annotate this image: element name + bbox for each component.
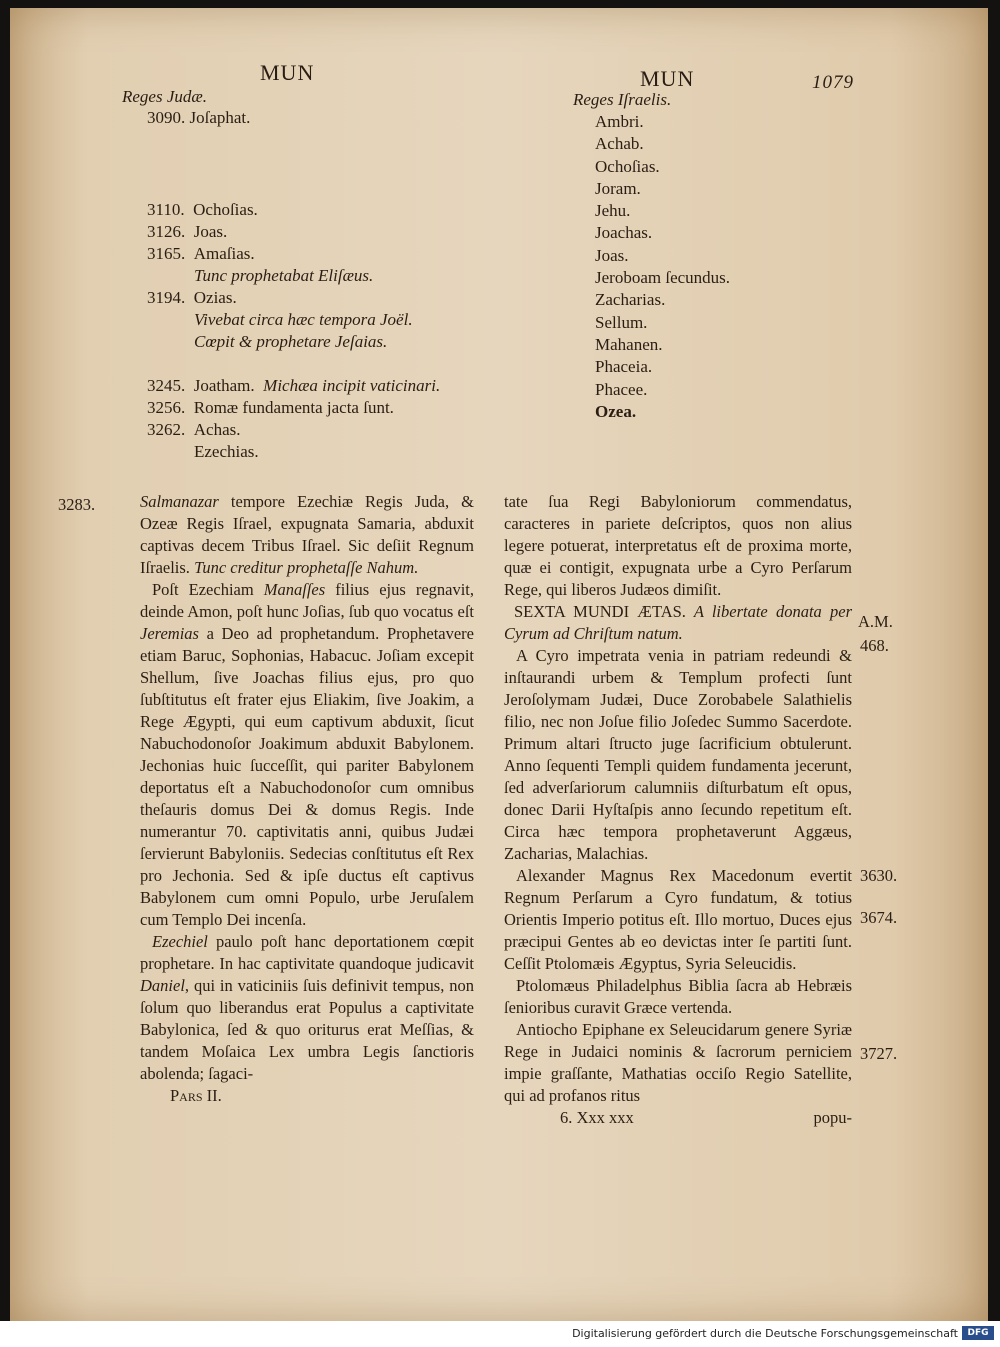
list-item: Achab. <box>595 134 644 154</box>
list-item: 3262. Achas. <box>147 420 241 439</box>
list-item: Zacharias. <box>595 290 666 310</box>
section-heading: SEXTA MUNDI ÆTAS. A libertate donata per Cyrum ad Chriſtum natum. <box>504 602 852 643</box>
paragraph: tate ſua Regi Babyloniorum commendatus, caracteres in pariete deſcriptos, quos non alius legere potuerat, interpretatus eſt de proxima morte, quæ ei contigit, expugnata urbe a Cyro Perſarum Rege, qui liberos Judæos dimiſit. <box>504 492 852 599</box>
margin-year-3630: 3630. <box>860 866 898 885</box>
margin-am-year: 468. <box>860 636 889 655</box>
list-item: Jehu. <box>595 201 631 221</box>
list-item: 3165. Amaſias. <box>147 244 255 263</box>
list-item: Ezechias. <box>194 442 259 461</box>
list-note: Tunc prophetabat Eliſæus. <box>194 266 374 285</box>
margin-year-3727: 3727. <box>860 1044 898 1063</box>
list-item: Joas. <box>595 245 629 265</box>
catchword: popu- <box>813 1108 852 1127</box>
list-item: Mahanen. <box>595 334 663 354</box>
list-item: 3194. Ozias. <box>147 288 237 307</box>
list-item: Phaceia. <box>595 357 653 377</box>
margin-year-3674: 3674. <box>860 908 898 927</box>
list-item: Ozea. <box>595 401 637 421</box>
paragraph: Salmanazar tempore Ezechiæ Regis Juda, & Ozeæ Regis Iſrael, expugnata Samaria, abduxit captivas decem Tribus Iſrael. Sic deſiit Regnum Iſraelis. Tunc creditur prophetaſſe Nahum. <box>140 492 474 577</box>
right-text-column <box>504 491 852 1129</box>
list-item: Joachas. <box>595 223 653 243</box>
margin-am: A.M. <box>858 612 893 631</box>
left-text-column <box>140 491 474 1107</box>
margin-year-3283: 3283. <box>58 495 96 514</box>
book-page <box>10 8 988 1321</box>
list-note: Vivebat circa hæc tempora Joël. <box>194 310 413 329</box>
paragraph: Alexander Magnus Rex Macedonum evertit Regnum Perſarum a Cyro fundatum, & totius Orientis Imperio potitus eſt. Illo mortuo, Duces ejus præcipui Gentes ab eo devictas inter ſe partiti ſunt. Ceſſit Ptolomæis Ægyptus, Syria Seleucidis. <box>504 866 852 973</box>
paragraph: Antiocho Epiphane ex Seleucidarum genere Syriæ Rege in Judaici nominis & ſacrorum perniciem impie graſſante, Mathatias occiſo Regio Satellite, qui ad profanos ritus <box>504 1020 852 1105</box>
list-item: 3110. Ochoſias. <box>147 200 258 219</box>
list-item: 3245. Joatham. Michæa incipit vaticinari. <box>147 376 441 395</box>
signature-mark: 6. Xxx xxx <box>560 1108 634 1127</box>
list-item: Phacee. <box>595 379 648 399</box>
page-foot <box>504 1107 852 1129</box>
digitization-footer <box>0 1321 1000 1347</box>
left-running-head: MUN <box>260 60 315 85</box>
paragraph: A Cyro impetrata venia in patriam redeundi & inſtaurandi urbem & Templum profecti ſunt Jeroſolymam Judæi, Duce Zorobabele Salathielis filio, nec non Joſue filio Joſedec Summo Sacerdote. Primum altari ſtructo juge ſacrificium obtulerunt. Anno ſequenti Templi quidem fundamenta jecerunt, ſed adverſariorum calumniis diſturbatum eſt opus, donec Darii Hyſtaſpis anno ſecundo repetitum eſt. Circa hæc tempora prophetaverunt Aggæus, Zacharias, Malachias. <box>504 646 852 863</box>
list-item: Ochoſias. <box>595 156 660 176</box>
list-item: Jeroboam ſecundus. <box>595 268 731 288</box>
list-item: 3126. Joas. <box>147 222 228 241</box>
list-item: Sellum. <box>595 312 648 332</box>
list-item: 3090. Joſaphat. <box>147 108 251 127</box>
paragraph: Ezechiel paulo poſt hanc deportationem cœpit prophetare. In hac captivitate quandoque judicavit Daniel, qui in vaticiniis ſuis definivit tempus, non ſolum quo liberandus erat Populus a captivitate Babylonica, ſed & quo oriturus erat Meſſias, & tandem Moſaica Lex umbra Legis ſanctioris abolenda; ſagaci- <box>140 932 474 1083</box>
dfg-logo: DFG <box>962 1326 994 1340</box>
list-item: 3256. Romæ fundamenta jacta ſunt. <box>147 398 394 417</box>
left-list-heading: Reges Judæ. <box>122 87 207 106</box>
right-list <box>595 111 730 423</box>
page-number: 1079 <box>812 72 854 93</box>
paragraph: Poſt Ezechiam Manaſſes filius ejus regnavit, deinde Amon, poſt hunc Joſias, ſub quo vocatus eſt Jeremias a Deo ad prophetandum. Prophetavere etiam Baruc, Sophonias, Habacuc. Joſiam excepit Shellum, ſive Joachas filius ejus, pro quo ſubſtitutus eſt frater ejus Eliakim, ſive Joakim, a Rege Ægypti, qui eum captivum abduxit, ſicut Nabuchodonoſor Joakimum abduxit Babylonem. Jechonias huic ſucceſſit, qui pariter Babylonem deportatus eſt a Nabuchodonoſor cum omnibus theſauris domus Dei & domus Regis. Inde numerantur 70. captivitatis anni, quibus Judæi ſervierunt Babyloniis. Sedecias conſtitutus eſt Rex pro Jechonia. Sed & ipſe ductus eſt captivus Babylonem cum omni Populo, urbe Jeruſalem cum Templo Dei incenſa. <box>140 580 475 929</box>
right-running-head: MUN <box>640 66 695 91</box>
list-item: Joram. <box>595 178 641 198</box>
list-note: Cœpit & prophetare Jeſaias. <box>194 332 388 351</box>
funding-credit: Digitalisierung gefördert durch die Deutsche Forschungsgemeinschaft <box>572 1327 958 1340</box>
right-list-heading: Reges Iſraelis. <box>573 90 672 109</box>
list-item: Ambri. <box>595 112 644 131</box>
signature-mark: Pars II. <box>170 1086 222 1105</box>
paragraph: Ptolomæus Philadelphus Biblia ſacra ab Hebræis ſenioribus curavit Græce vertenda. <box>504 976 852 1017</box>
